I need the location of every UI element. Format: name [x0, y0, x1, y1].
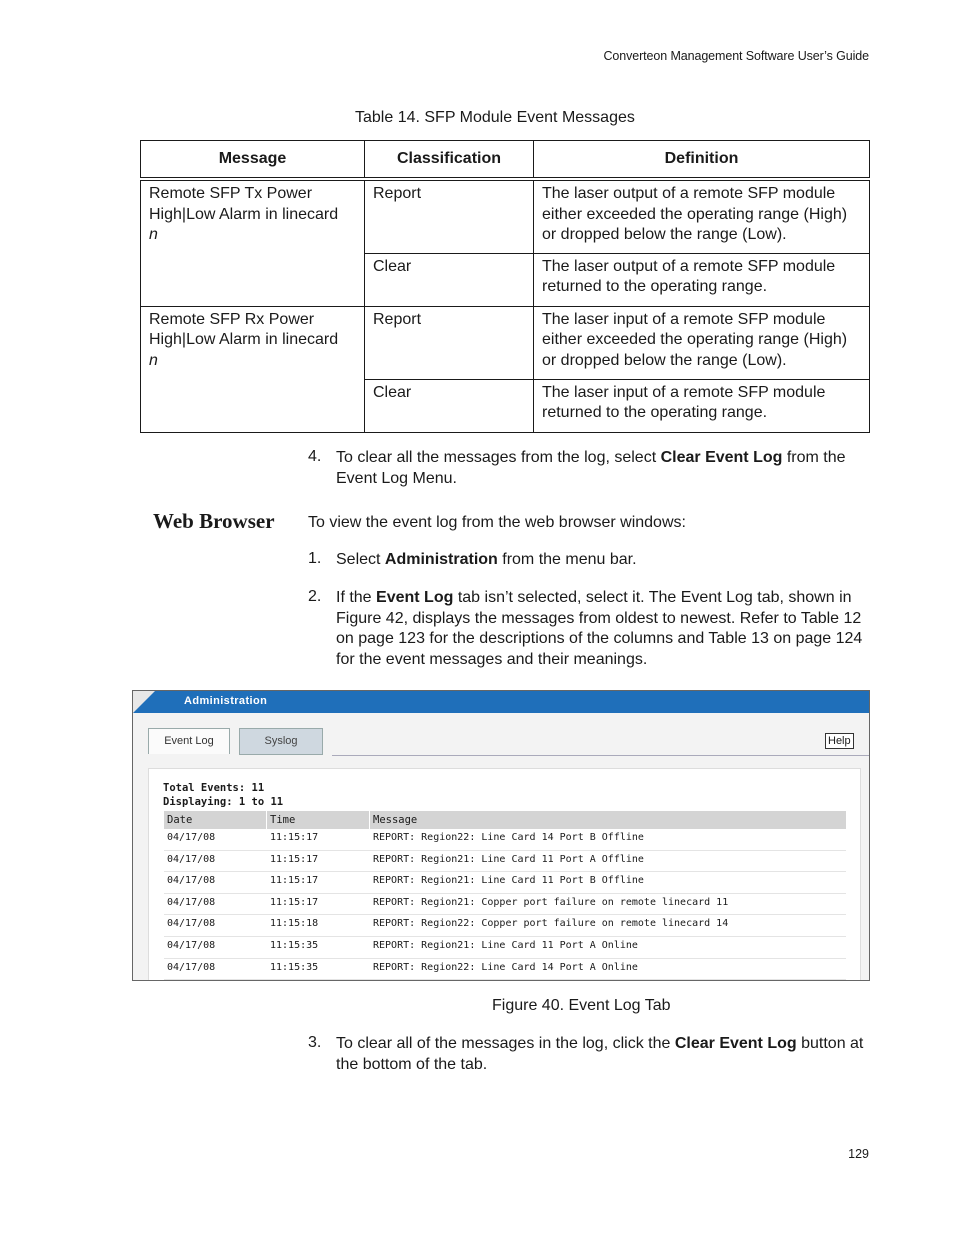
message-cell: Remote SFP Tx Power High|Low Alarm in linecard n: [141, 179, 365, 306]
col-message: Message: [141, 141, 365, 180]
col-message[interactable]: Message: [373, 814, 418, 826]
step-3-text: To clear all of the messages in the log, click the Clear Event Log button at the bottom of the tab.: [336, 1035, 864, 1073]
section-intro: To view the event log from the web browser windows:: [308, 514, 686, 531]
table-row: 04/17/08 11:15:17 REPORT: Region21: Line Card 11 Port B Offline: [164, 872, 846, 894]
admin-title: Administration: [184, 695, 268, 707]
event-log-screenshot: [132, 690, 870, 981]
admin-title-bar: [133, 691, 869, 713]
col-time[interactable]: Time: [270, 814, 296, 826]
section-heading: Web Browser: [153, 509, 275, 533]
table-row: 04/17/08 11:15:35 REPORT: Region21: Line Card 11 Port A Online: [164, 937, 846, 959]
step-number: 2.: [308, 588, 322, 605]
sfp-event-table: [140, 140, 870, 433]
table-row: 04/17/08 11:15:18 REPORT: Region22: Copper port failure on remote linecard 14: [164, 915, 846, 937]
message-cell: Remote SFP Rx Power High|Low Alarm in linecard n: [141, 306, 365, 432]
col-definition: Definition: [534, 141, 870, 180]
step-4-text: To clear all the messages from the log, select Clear Event Log from the Event Log Menu.: [336, 449, 846, 487]
figure-caption: Figure 40. Event Log Tab: [492, 997, 671, 1014]
event-log-panel: [148, 768, 861, 981]
table-caption: Table 14. SFP Module Event Messages: [355, 109, 635, 126]
tab-event-log[interactable]: Event Log: [148, 728, 230, 754]
classification-cell: Report: [365, 306, 534, 379]
step-2-text: If the Event Log tab isn’t selected, select it. The Event Log tab, shown in Figure 42, displays the messages from oldest to newest. Refer to Table 12 on page 123 for the descriptions of the columns and Table 13 on page 124 for the event messages and their meanings.: [336, 589, 863, 668]
table-row: 04/17/08 11:15:35 REPORT: Region22: Line Card 14 Port A Online: [164, 959, 846, 981]
step-number: 3.: [308, 1034, 322, 1051]
event-grid: [164, 811, 846, 980]
definition-cell: The laser output of a remote SFP module returned to the operating range.: [534, 253, 870, 306]
classification-cell: Clear: [365, 253, 534, 306]
definition-cell: The laser input of a remote SFP module either exceeded the operating range (High) or dropped below the range (Low).: [534, 306, 870, 379]
total-events: Total Events: 11: [163, 782, 265, 794]
step-1-text: Select Administration from the menu bar.: [336, 551, 637, 568]
step-number: 4.: [308, 448, 322, 465]
col-classification: Classification: [365, 141, 534, 180]
classification-cell: Report: [365, 179, 534, 253]
col-date[interactable]: Date: [167, 814, 193, 826]
definition-cell: The laser output of a remote SFP module either exceeded the operating range (High) or dropped below the range (Low).: [534, 179, 870, 253]
classification-cell: Clear: [365, 379, 534, 432]
tab-divider: [332, 755, 869, 756]
step-number: 1.: [308, 550, 322, 567]
running-header: Converteon Management Software User’s Guide: [603, 49, 869, 63]
grid-header: [164, 811, 846, 829]
table-row: 04/17/08 11:15:17 REPORT: Region22: Line Card 14 Port B Offline: [164, 829, 846, 851]
table-row: 04/17/08 11:15:17 REPORT: Region21: Line Card 11 Port A Offline: [164, 851, 846, 873]
definition-cell: The laser input of a remote SFP module returned to the operating range.: [534, 379, 870, 432]
page-number: 129: [848, 1147, 869, 1161]
table-row: 04/17/08 11:15:17 REPORT: Region21: Copper port failure on remote linecard 11: [164, 894, 846, 916]
help-button[interactable]: Help: [825, 733, 854, 749]
displaying-range: Displaying: 1 to 11: [163, 796, 284, 808]
tab-syslog[interactable]: Syslog: [239, 728, 323, 755]
